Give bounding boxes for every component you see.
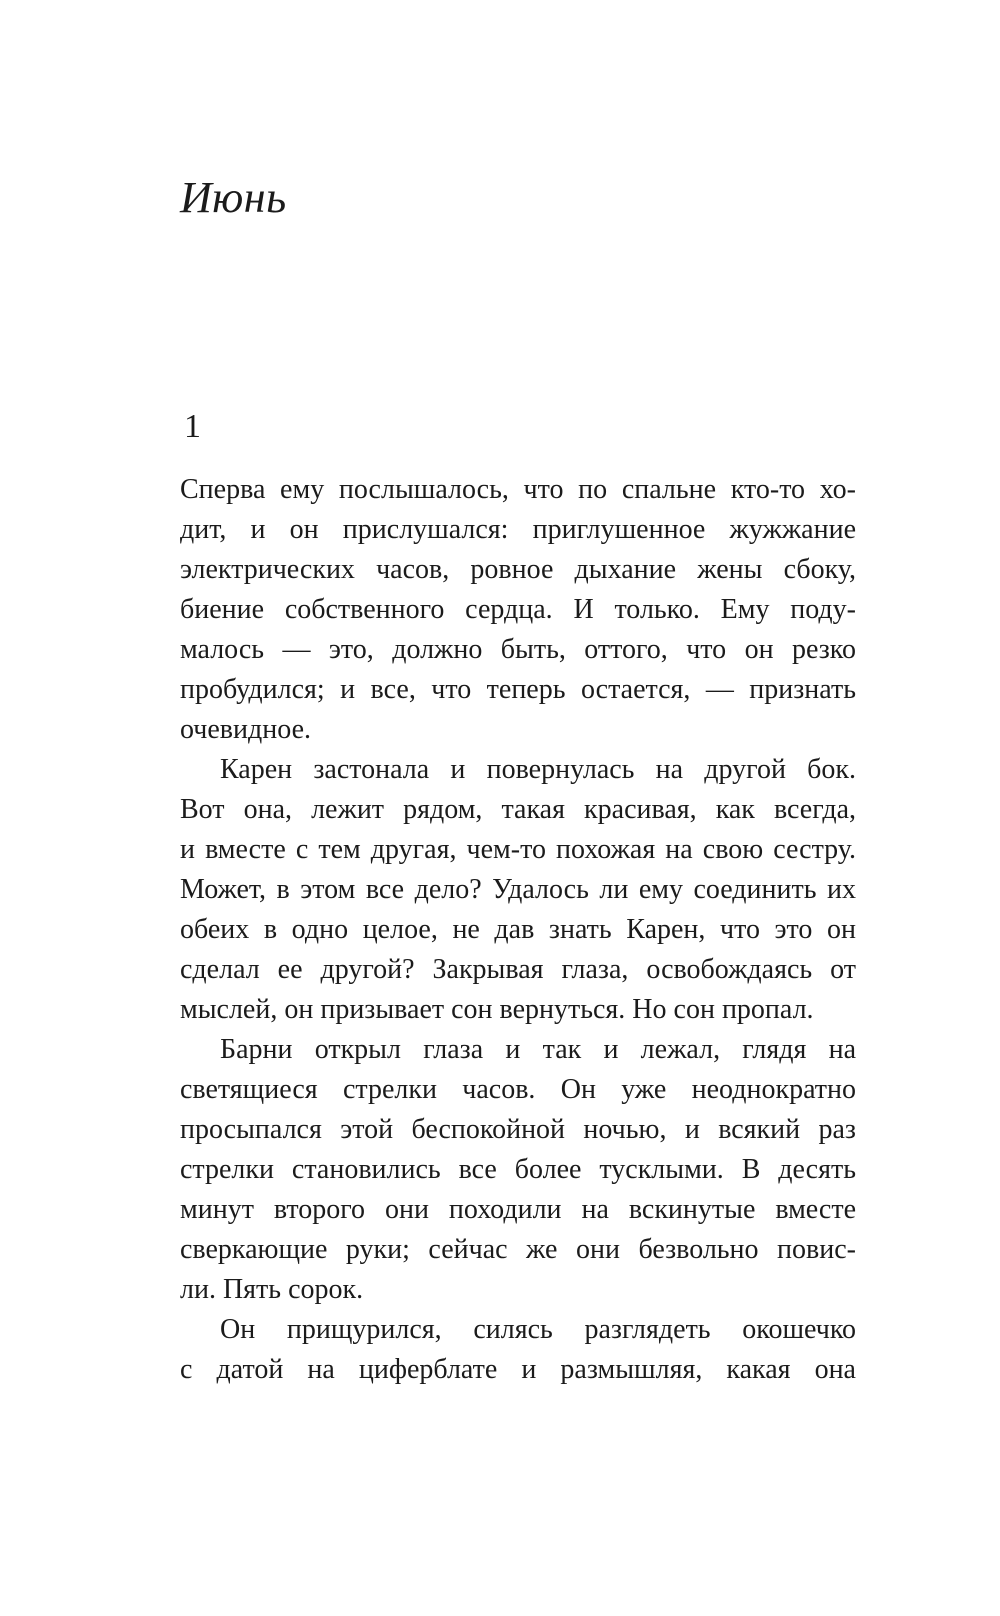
text-line: Может, в этом все дело? Удалось ли ему соединить их [180, 874, 856, 905]
body-text [180, 470, 856, 1390]
section-number: 1 [184, 408, 201, 445]
text-line: биение собственного сердца. И только. Ему поду- [180, 594, 856, 625]
text-line: ли. Пять сорок. [180, 1274, 364, 1305]
paragraph [180, 750, 856, 1030]
text-line: Карен застонала и повернулась на другой бок. [220, 754, 856, 785]
text-line: просыпался этой беспокойной ночью, и всякий раз [180, 1114, 856, 1145]
text-line: Он прищурился, силясь разглядеть окошечко [220, 1314, 856, 1345]
text-line: с датой на циферблате и размышляя, какая она [180, 1354, 856, 1385]
text-line: пробудился; и все, что теперь остается, — признать [180, 674, 856, 705]
text-line: стрелки становились все более тусклыми. В десять [180, 1154, 856, 1185]
text-line: минут второго они походили на вскинутые вместе [180, 1194, 856, 1225]
paragraph [180, 1310, 856, 1390]
text-line: мыслей, он призывает сон вернуться. Но сон пропал. [180, 994, 814, 1025]
text-line: малось — это, должно быть, оттого, что он резко [180, 634, 856, 665]
text-line: Барни открыл глаза и так и лежал, глядя на [220, 1034, 856, 1065]
text-line: светящиеся стрелки часов. Он уже неоднократно [180, 1074, 856, 1105]
text-line: обеих в одно целое, не дав знать Карен, что это он [180, 914, 856, 945]
paragraph [180, 470, 856, 750]
paragraph [180, 1030, 856, 1310]
chapter-title: Июнь [180, 173, 287, 222]
text-line: сверкающие руки; сейчас же они безвольно повис- [180, 1234, 856, 1265]
text-line: Вот она, лежит рядом, такая красивая, как всегда, [180, 794, 856, 825]
text-line: Сперва ему послышалось, что по спальне кто-то хо- [180, 474, 856, 505]
text-line: и вместе с тем другая, чем-то похожая на свою сестру. [180, 834, 856, 865]
text-line: дит, и он прислушался: приглушенное жужжание [180, 514, 856, 545]
text-line: электрических часов, ровное дыхание жены сбоку, [180, 554, 856, 585]
text-line: сделал ее другой? Закрывая глаза, освобождаясь от [180, 954, 856, 985]
text-line: очевидное. [180, 714, 311, 745]
